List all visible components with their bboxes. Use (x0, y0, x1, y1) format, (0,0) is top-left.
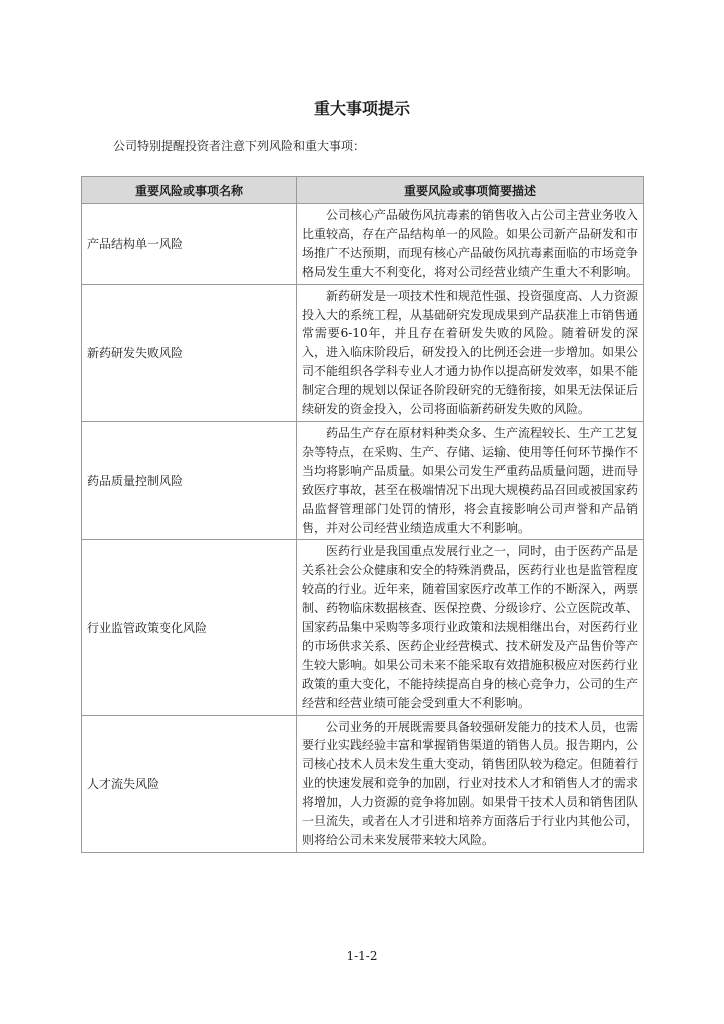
risk-desc: 公司核心产品破伤风抗毒素的销售收入占公司主营业务收入比重较高，存在产品结构单一的风险。如果公司新产品研发和市场推广不达预期，而现有核心产品破伤风抗毒素面临的市场竞争格局发生重大不利变化，将对公司经营业绩产生重大不利影响。 (297, 204, 644, 285)
risk-name: 人才流失风险 (82, 715, 297, 852)
header-risk-name: 重要风险或事项名称 (82, 177, 297, 204)
risk-name: 行业监管政策变化风险 (82, 540, 297, 715)
risk-name: 药品质量控制风险 (82, 421, 297, 539)
table-row (82, 284, 644, 421)
table-header-row (82, 177, 644, 204)
page-number: 1-1-2 (346, 949, 378, 963)
risk-desc: 公司业务的开展既需要具备较强研发能力的技术人员，也需要行业实践经验丰富和掌握销售渠道的销售人员。报告期内，公司核心技术人员未发生重大变动，销售团队较为稳定。但随着行业的快速发展和竞争的加剧，行业对技术人才和销售人才的需求将增加，人力资源的竞争将加剧。如果骨干技术人员和销售团队一旦流失，或者在人才引进和培养方面落后于行业内其他公司，则将给公司未来发展带来较大风险。 (297, 715, 644, 852)
risk-name: 产品结构单一风险 (82, 204, 297, 285)
risk-table (81, 176, 644, 853)
header-risk-desc: 重要风险或事项简要描述 (297, 177, 644, 204)
risk-desc: 新药研发是一项技术性和规范性强、投资强度高、人力资源投入大的系统工程，从基础研究发现成果到产品获准上市销售通常需要6-10年，并且存在着研发失败的风险。随着研发的深入，进入临床阶段后，研发投入的比例还会进一步增加。如果公司不能组织各学科专业人才通力协作以提高研发效率，如果不能制定合理的规划以保证各阶段研究的无缝衔接，如果无法保证后续研发的资金投入，公司将面临新药研发失败的风险。 (297, 284, 644, 421)
risk-desc: 药品生产存在原材料种类众多、生产流程较长、生产工艺复杂等特点，在采购、生产、存储、运输、使用等任何环节操作不当均将影响产品质量。如果公司发生严重药品质量问题，进而导致医疗事故，甚至在极端情况下出现大规模药品召回或被国家药品监督管理部门处罚的情形，将会直接影响公司声誉和产品销售，并对公司经营业绩造成重大不利影响。 (297, 421, 644, 539)
page-title: 重大事项提示 (313, 99, 410, 118)
risk-desc: 医药行业是我国重点发展行业之一，同时，由于医药产品是关系社会公众健康和安全的特殊消费品，医药行业也是监管程度较高的行业。近年来，随着国家医疗改革工作的不断深入，两票制、药物临床数据核查、医保控费、分级诊疗、公立医院改革、国家药品集中采购等多项行业政策和法规相继出台，对医药行业的市场供求关系、医药企业经营模式、技术研发及产品售价等产生较大影响。如果公司未来不能采取有效措施积极应对医药行业政策的重大变化，不能持续提高自身的核心竞争力，公司的生产经营和经营业绩可能会受到重大不利影响。 (297, 540, 644, 715)
table-row (82, 540, 644, 715)
table-row (82, 715, 644, 852)
risk-name: 新药研发失败风险 (82, 284, 297, 421)
intro-text: 公司特别提醒投资者注意下列风险和重大事项： (113, 139, 366, 153)
table-row (82, 421, 644, 539)
table-row (82, 204, 644, 285)
